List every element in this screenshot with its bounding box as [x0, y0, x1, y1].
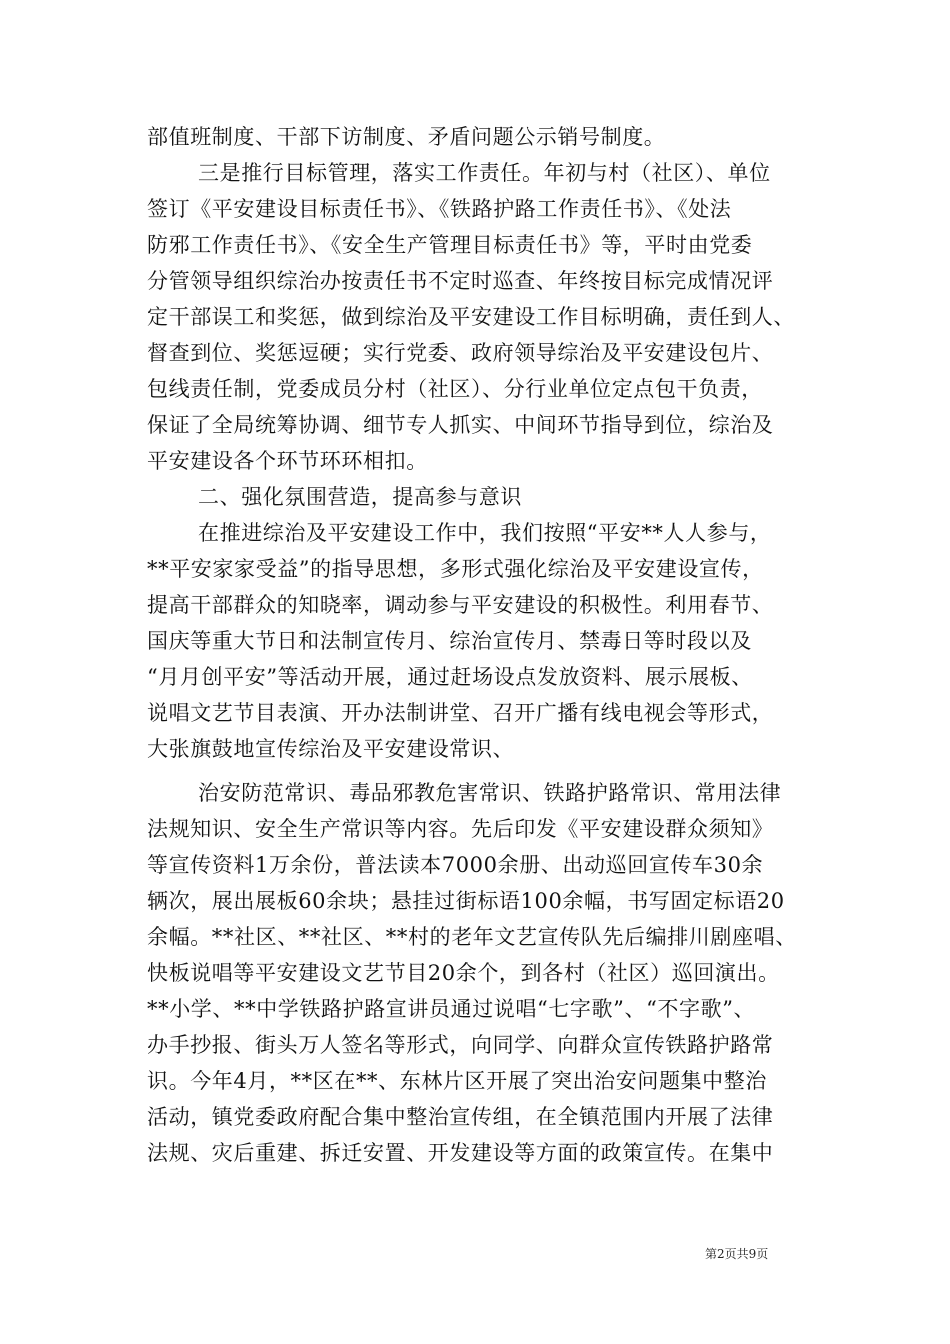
- body-line: 法规知识、安全生产常识等内容。先后印发《平安建设群众须知》: [147, 817, 774, 841]
- body-line: 分管领导组织综治办按责任书不定时巡查、年终按目标完成情况评: [147, 269, 774, 293]
- body-line: **小学、**中学铁路护路宣讲员通过说唱“七字歌”、“不字歌”、: [147, 997, 756, 1021]
- body-line: 督查到位、奖惩逗硬；实行党委、政府领导综治及平安建设包片、: [147, 341, 774, 365]
- body-line: 识。今年4月，**区在**、东林片区开展了突出治安问题集中整治: [147, 1069, 767, 1093]
- body-line: 定干部误工和奖惩，做到综治及平安建设工作目标明确，责任到人、: [147, 305, 795, 329]
- body-line: 提高干部群众的知晓率，调动参与平安建设的积极性。利用春节、: [147, 593, 774, 617]
- body-line: 平安建设各个环节环环相扣。: [147, 449, 428, 473]
- body-line: 大张旗鼓地宣传综治及平安建设常识、: [147, 737, 515, 761]
- body-line: 国庆等重大节日和法制宣传月、综治宣传月、禁毒日等时段以及: [147, 629, 752, 653]
- body-line: 等宣传资料1万余份，普法读本7000余册、出动巡回宣传车30余: [147, 853, 764, 877]
- body-line: 活动，镇党委政府配合集中整治宣传组，在全镇范围内开展了法律: [147, 1105, 774, 1129]
- body-line: 法规、灾后重建、拆迁安置、开发建设等方面的政策宣传。在集中: [147, 1141, 774, 1165]
- body-line: **平安家家受益”的指导思想，多形式强化综治及平安建设宣传，: [147, 557, 764, 581]
- body-line: 保证了全局统筹协调、细节专人抓实、中间环节指导到位，综治及: [147, 413, 774, 437]
- body-line: 部值班制度、干部下访制度、矛盾问题公示销号制度。: [147, 125, 666, 149]
- body-line: 防邪工作责任书》、《安全生产管理目标责任书》等，平时由党委: [147, 233, 753, 257]
- body-line: 余幅。**社区、**社区、**村的老年文艺宣传队先后编排川剧座唱、: [147, 925, 797, 949]
- section-heading: 二、强化氛围营造，提高参与意识: [198, 485, 522, 509]
- body-line: 办手抄报、街头万人签名等形式，向同学、向群众宣传铁路护路常: [147, 1033, 774, 1057]
- body-line: 快板说唱等平安建设文艺节目20余个，到各村（社区）巡回演出。: [147, 961, 780, 985]
- body-line: 三是推行目标管理，落实工作责任。年初与村（社区）、单位: [198, 161, 771, 185]
- body-line: 在推进综治及平安建设工作中，我们按照“平安**人人参与，: [198, 521, 772, 545]
- body-line: 签订《平安建设目标责任书》、《铁路护路工作责任书》、《处法: [147, 197, 732, 221]
- body-line: 说唱文艺节目表演、开办法制讲堂、召开广播有线电视会等形式，: [147, 701, 774, 725]
- body-line: 包线责任制，党委成员分村（社区）、分行业单位定点包干负责，: [147, 377, 763, 401]
- body-line: 辆次，展出展板60余块；悬挂过街标语100余幅，书写固定标语20: [147, 889, 785, 913]
- body-line: 治安防范常识、毒品邪教危害常识、铁路护路常识、常用法律: [198, 781, 782, 805]
- page-number: 第2页共9页: [705, 1247, 769, 1261]
- body-line: “月月创平安”等活动开展，通过赶场设点发放资料、展示展板、: [147, 665, 753, 689]
